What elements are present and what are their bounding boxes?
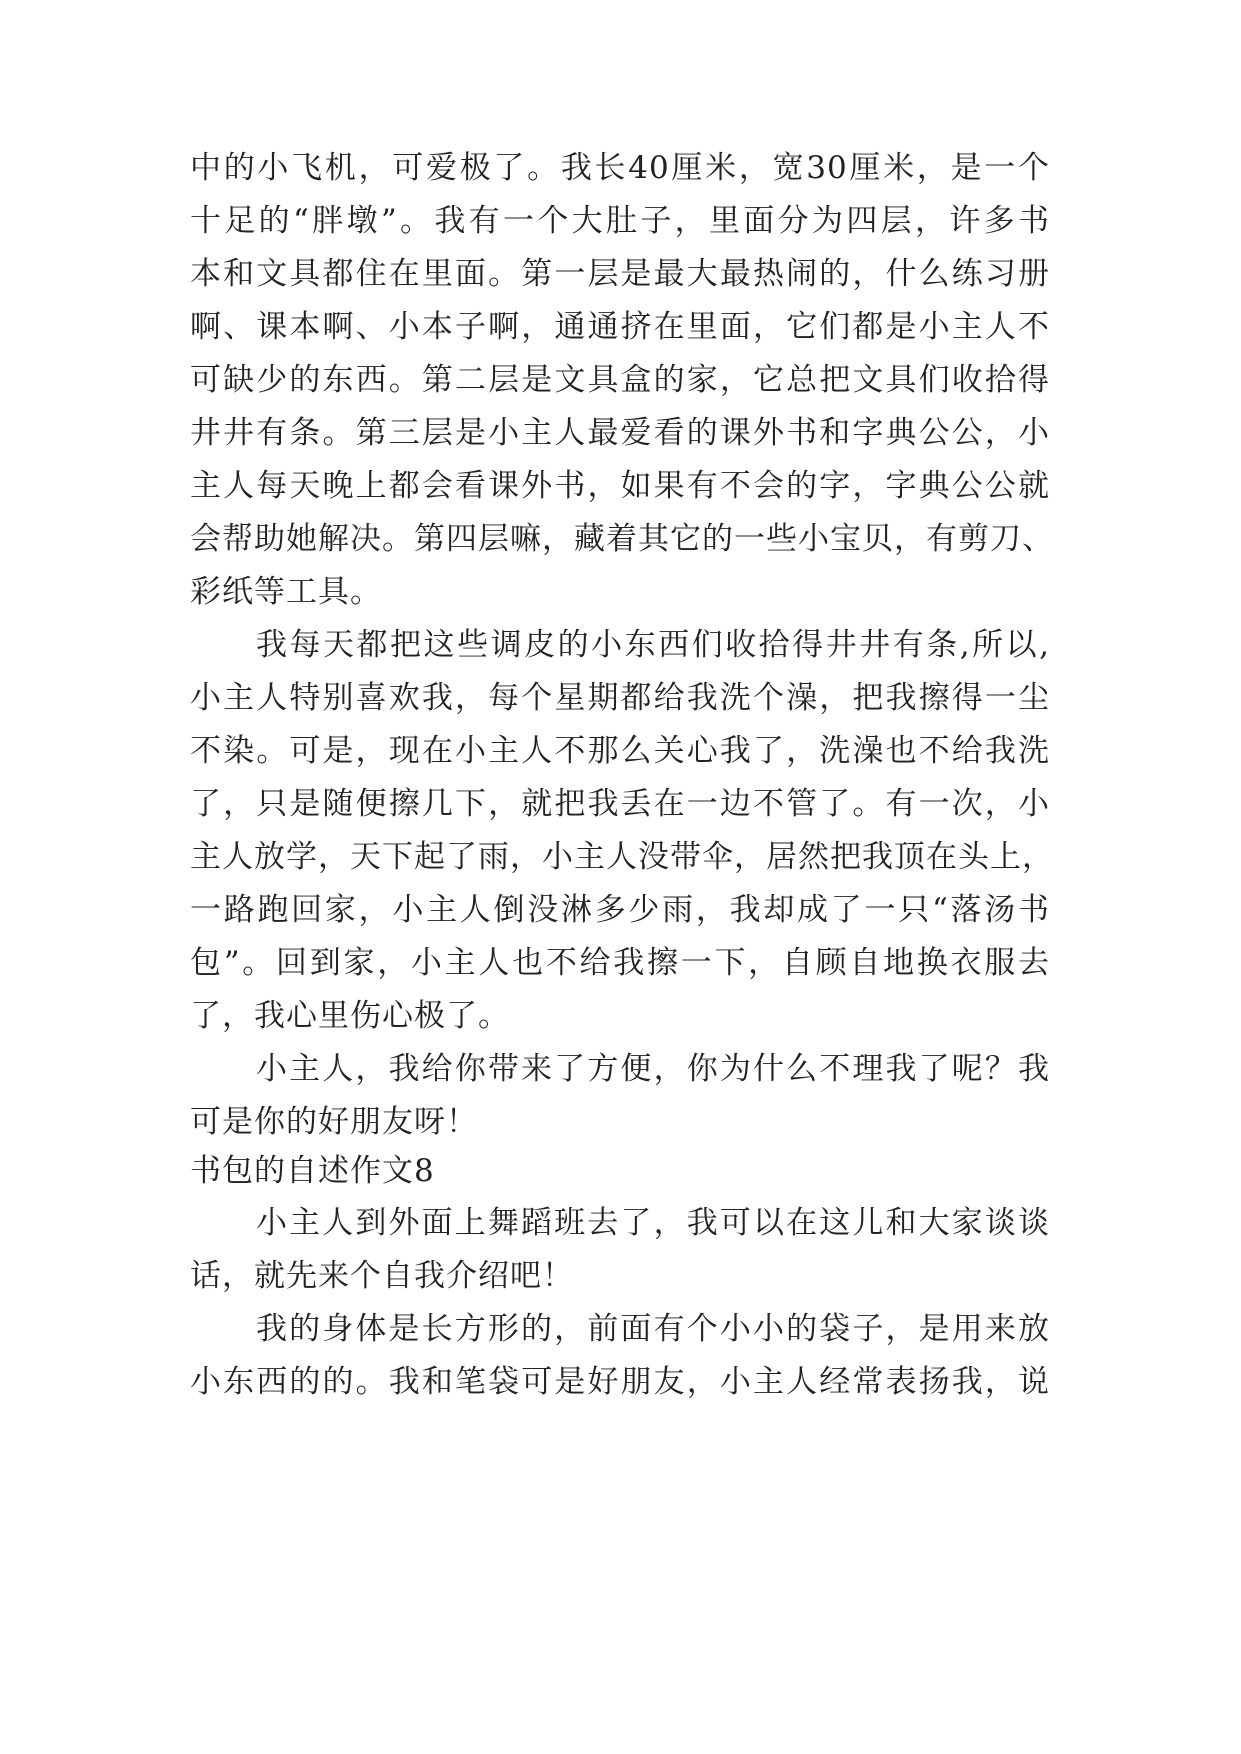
body-line: 一路跑回家，小主人倒没淋多少雨，我却成了一只“落汤书	[190, 892, 1050, 928]
body-line: 小主人特别喜欢我，每个星期都给我洗个澡，把我擦得一尘	[190, 680, 1050, 716]
body-line: 啊、课本啊、小本子啊，通通挤在里面，它们都是小主人不	[190, 309, 1050, 345]
body-line: 我每天都把这些调皮的小东西们收拾得井井有条,所以,	[256, 627, 1050, 663]
body-line: 主人每天晚上都会看课外书，如果有不会的字，字典公公就	[190, 468, 1050, 504]
body-line: 本和文具都住在里面。第一层是最大最热闹的，什么练习册	[190, 256, 1050, 292]
body-line: 会帮助她解决。第四层嘛，藏着其它的一些小宝贝，有剪刀、	[190, 521, 1054, 557]
body-line: 小东西的的。我和笔袋可是好朋友，小主人经常表扬我，说	[190, 1364, 1050, 1400]
body-line: 十足的“胖墩”。我有一个大肚子，里面分为四层，许多书	[190, 203, 1050, 239]
body-line: 不染。可是，现在小主人不那么关心我了，洗澡也不给我洗	[190, 733, 1050, 769]
body-line: 井井有条。第三层是小主人最爱看的课外书和字典公公，小	[190, 415, 1050, 451]
section-heading: 书包的自述作文8	[190, 1153, 435, 1189]
body-line: 主人放学，天下起了雨，小主人没带伞，居然把我顶在头上，	[190, 839, 1054, 875]
body-line: 彩纸等工具。	[190, 574, 382, 610]
body-line: 包”。回到家，小主人也不给我擦一下，自顾自地换衣服去	[190, 945, 1050, 981]
body-line: 可缺少的东西。第二层是文具盒的家，它总把文具们收拾得	[190, 362, 1050, 398]
body-line: 了，只是随便擦几下，就把我丢在一边不管了。有一次，小	[190, 786, 1050, 822]
body-line: 可是你的好朋友呀！	[190, 1104, 478, 1140]
body-line: 中的小飞机，可爱极了。我长40厘米，宽30厘米，是一个	[190, 150, 1050, 186]
body-line: 我的身体是长方形的，前面有个小小的袋子，是用来放	[256, 1311, 1050, 1347]
body-line: 了，我心里伤心极了。	[190, 998, 510, 1034]
body-line: 小主人到外面上舞蹈班去了，我可以在这儿和大家谈谈	[256, 1205, 1050, 1241]
body-line: 话，就先来个自我介绍吧！	[190, 1258, 574, 1294]
body-line: 小主人，我给你带来了方便，你为什么不理我了呢？我	[256, 1051, 1050, 1087]
